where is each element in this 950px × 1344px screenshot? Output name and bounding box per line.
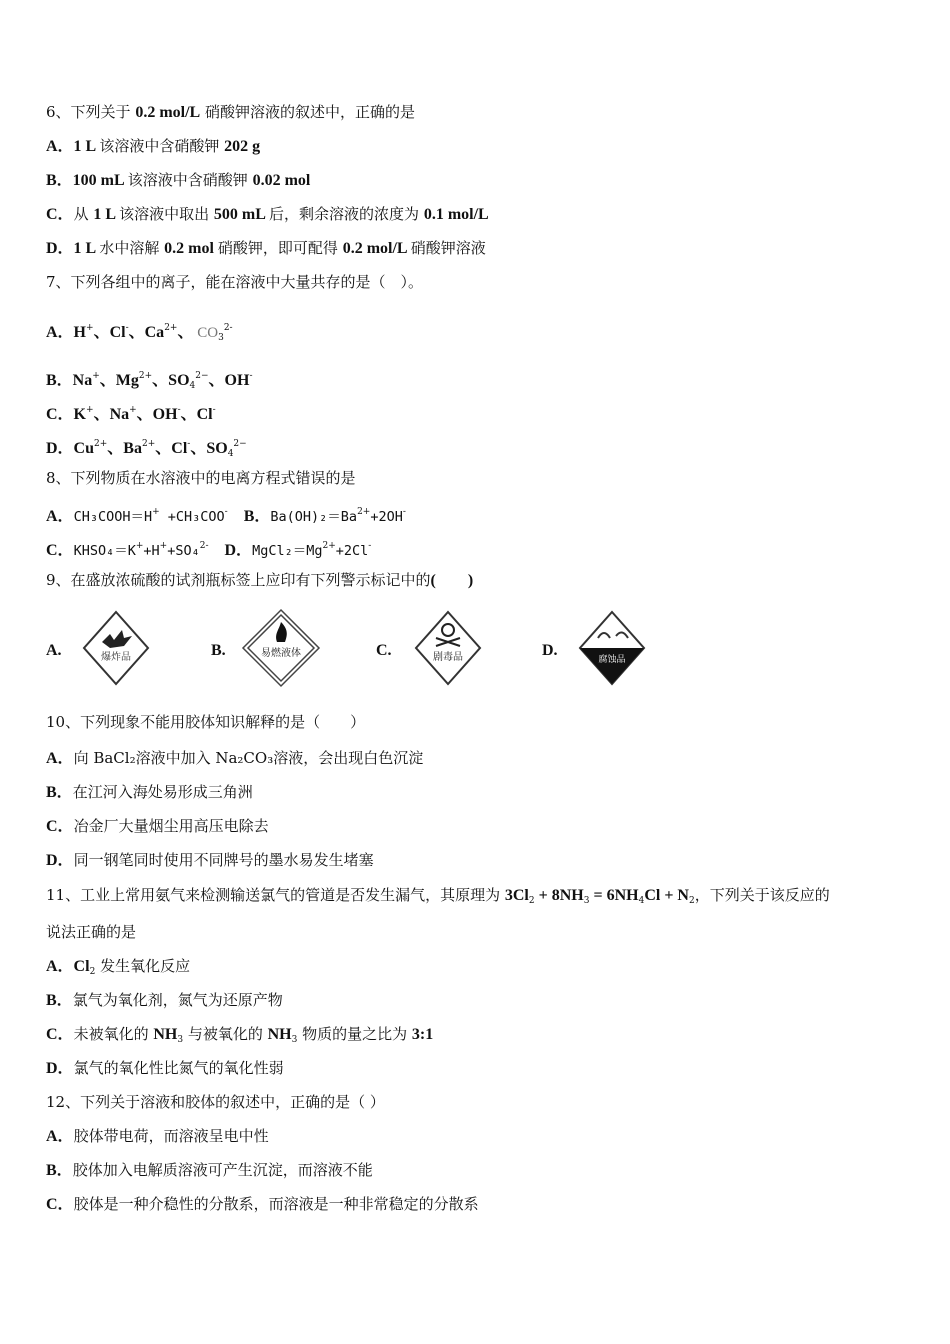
superscript: 2+ [164, 323, 178, 333]
text-segment: C． [46, 1026, 74, 1043]
text-segment: 、Ba [107, 440, 142, 457]
text-segment: 在江河入海处易形成三角洲 [72, 783, 253, 801]
superscript: + [152, 507, 160, 517]
text-line [46, 1160, 373, 1181]
question-stem [46, 712, 365, 732]
text-line [46, 366, 253, 396]
subscript: 2 [688, 896, 695, 906]
text-segment: 9、在盛放浓硫酸的试剂瓶标签上应印有下列警示标记中的 [46, 571, 431, 589]
text-line [46, 990, 283, 1011]
text-segment: 发生氧化反应 [95, 957, 191, 975]
superscript: - [177, 405, 181, 415]
subscript: 4 [638, 896, 645, 906]
text-segment: 、Cl [155, 440, 188, 457]
subscript: 2 [528, 896, 535, 906]
superscript: + [86, 405, 94, 415]
text-segment: 、OH [136, 406, 178, 423]
text-segment: 1 L [93, 206, 120, 223]
subscript: 3 [583, 896, 590, 906]
text-segment: 、Na [93, 406, 130, 423]
text-line [46, 204, 489, 225]
text-segment: C． [46, 542, 74, 559]
text-segment: CH₃COOH＝H [73, 509, 153, 525]
skull-icon [412, 608, 484, 688]
text-segment: 、Cl [180, 406, 213, 423]
superscript: 2- [223, 323, 233, 333]
text-line [46, 1058, 284, 1079]
superscript: - [249, 371, 253, 381]
text-line [46, 536, 371, 561]
text-segment: C．K [46, 406, 87, 423]
text-segment: A．1 L [46, 138, 100, 155]
text-segment: +H [143, 543, 160, 559]
text-line [46, 318, 233, 348]
text-segment: 与被氧化的 [183, 1025, 268, 1043]
text-line [46, 922, 136, 942]
text-segment: 、Cl [93, 324, 126, 341]
superscript: 2+ [138, 371, 153, 381]
text-segment: 该溶液中取出 [119, 205, 214, 223]
text-segment: 不能 [140, 713, 171, 731]
text-segment: 、SO [190, 440, 228, 457]
text-segment: 6、下列关于 [46, 103, 136, 121]
text-segment: D． [208, 542, 253, 559]
text-line [46, 1194, 479, 1215]
text-segment: D．1 L [46, 240, 100, 257]
text-line [46, 782, 253, 803]
superscript: + [135, 541, 144, 551]
text-line [46, 748, 423, 769]
text-segment: 7、下列各组中的离子，能在溶液中大量共存的是（ ）。 [46, 273, 424, 291]
superscript: 2+ [322, 541, 336, 551]
question-stem [46, 468, 356, 488]
text-line [46, 1126, 269, 1147]
text-segment: 0.2 mol [164, 240, 218, 257]
text-segment: B．100 mL [46, 172, 128, 189]
subscript: 2 [89, 967, 96, 977]
text-segment: 硝酸钾溶液的叙述中，正确的是 [200, 103, 415, 121]
superscript: - [187, 439, 191, 449]
text-segment: +SO₄ [167, 543, 200, 559]
text-segment: 、SO [152, 372, 190, 389]
question-stem [46, 102, 415, 123]
text-segment: A． [46, 508, 74, 525]
text-segment: 冶金厂大量烟尘用高压电除去 [73, 817, 269, 835]
text-segment: 该溶液中含硝酸钾 [127, 171, 253, 189]
text-segment: +CH₃COO [159, 509, 225, 525]
superscript: - [402, 507, 406, 517]
text-segment: 11、工业上常用氨气来检测输送氯气的管道是否发生漏气，其原理为 [46, 886, 505, 904]
text-segment: 胶体是一种介稳性的分散系，而溶液是一种非常稳定的分散系 [73, 1195, 479, 1213]
text-segment: 从 [73, 205, 94, 223]
subscript: 3 [291, 1035, 298, 1045]
corrosive-icon [576, 608, 648, 688]
text-segment: Ba(OH)₂＝Ba [270, 509, 358, 525]
text-segment: C． [46, 206, 74, 223]
superscript: - [224, 507, 228, 517]
text-segment: +2OH [370, 509, 403, 525]
text-segment: 物质的量之比为 [297, 1025, 412, 1043]
text-segment: 、Ca [128, 324, 165, 341]
text-line [46, 136, 260, 157]
text-segment: NH [153, 1026, 178, 1043]
text-segment: B．Na [46, 372, 93, 389]
superscript: + [129, 405, 137, 415]
text-segment: 、Mg [99, 372, 139, 389]
text-segment: 胶体加入电解质溶液可产生沉淀，而溶液不能 [72, 1161, 373, 1179]
text-segment: 氯气的氧化性比氮气的氧化性弱 [73, 1059, 284, 1077]
sign-text: 爆炸品 [101, 652, 131, 663]
text-segment: 12、下列关于溶液和胶体的叙述中，正确的是（ ） [46, 1093, 385, 1111]
text-segment: 202 g [224, 138, 261, 155]
text-segment: ( ) [430, 572, 474, 589]
text-segment: + 8NH [534, 887, 584, 904]
subscript: 3 [177, 1035, 184, 1045]
text-line [46, 502, 406, 527]
svg-text:腐蚀品: 腐蚀品 [598, 655, 626, 665]
subscript: 3 [218, 333, 224, 343]
text-segment: A． [46, 750, 74, 767]
superscript: 2− [233, 439, 247, 449]
text-segment: B． [46, 992, 73, 1009]
flame-icon [241, 608, 321, 688]
text-line [46, 816, 269, 837]
text-segment: 硝酸钾，即可配得 [217, 239, 343, 257]
text-line [46, 434, 247, 464]
text-segment: 硝酸钾溶液 [410, 239, 486, 257]
option-label: D. [542, 642, 558, 659]
text-segment: 水中溶解 [99, 239, 165, 257]
subscript: 4 [227, 449, 234, 459]
text-segment: 未被氧化的 [73, 1025, 154, 1043]
text-segment: 0.2 mol/L [135, 104, 201, 121]
text-line [46, 400, 216, 425]
text-segment: Cl + N [644, 887, 689, 904]
text-segment: A．H [46, 324, 87, 341]
text-segment: 向 BaCl₂溶液中加入 Na₂CO₃溶液，会出现白色沉淀 [73, 749, 424, 767]
question-stem [46, 885, 830, 911]
text-segment: 胶体带电荷，而溶液呈电中性 [73, 1127, 269, 1145]
text-segment: D．Cu [46, 440, 95, 457]
warning-signs-row [46, 608, 666, 690]
option-label: C. [376, 642, 392, 659]
superscript: - [368, 541, 372, 551]
question-stem [46, 1092, 385, 1112]
explosive-icon [80, 608, 152, 688]
text-line [46, 170, 310, 191]
text-line [46, 956, 190, 982]
text-segment: +2Cl [335, 543, 369, 559]
text-segment: 3:1 [411, 1026, 434, 1043]
text-segment: MgCl₂＝Mg [252, 543, 323, 559]
text-segment: B． [227, 508, 271, 525]
text-segment: 、 [177, 324, 194, 341]
text-segment: = 6NH [589, 887, 639, 904]
superscript: - [212, 405, 216, 415]
text-segment: C． [46, 818, 74, 835]
text-segment: A． [46, 1128, 74, 1145]
text-segment: B． [46, 1162, 73, 1179]
text-segment: 该溶液中含硝酸钾 [99, 137, 225, 155]
text-segment: 后，剩余溶液的浓度为 [269, 205, 424, 223]
text-segment: ，下列关于该反应的 [694, 886, 830, 904]
text-segment: C． [46, 1196, 74, 1213]
text-segment: D． [46, 1060, 74, 1077]
text-segment: 500 mL [213, 206, 270, 223]
superscript: + [86, 323, 94, 333]
superscript: 2+ [357, 507, 371, 517]
text-segment: KHSO₄＝K [73, 543, 136, 559]
text-segment: B． [46, 784, 73, 801]
text-segment: 、OH [208, 372, 250, 389]
text-line [46, 238, 486, 259]
text-segment: 0.02 mol [252, 172, 311, 189]
text-segment: 8、下列物质在水溶液中的电离方程式错误的是 [46, 469, 356, 487]
text-segment: 3Cl [504, 887, 529, 904]
option-label: A. [46, 642, 62, 659]
text-segment: 10、下列现象 [46, 713, 141, 731]
text-segment: NH [267, 1026, 292, 1043]
text-line [46, 1024, 433, 1050]
question-stem [46, 272, 423, 292]
text-segment: 氯气为氧化剂，氮气为还原产物 [72, 991, 283, 1009]
superscript: - [125, 323, 129, 333]
text-segment: CO [193, 325, 219, 341]
text-segment: 同一钢笔同时使用不同牌号的墨水易发生堵塞 [73, 851, 374, 869]
question-stem [46, 570, 473, 591]
option-label: B. [211, 642, 226, 659]
superscript: + [92, 371, 100, 381]
text-segment: A．Cl [46, 958, 90, 975]
svg-text:剧毒品: 剧毒品 [433, 652, 463, 663]
subscript: 4 [189, 381, 196, 391]
text-segment: 0.1 mol/L [423, 206, 489, 223]
text-segment: 0.2 mol/L [342, 240, 411, 257]
superscript: 2− [195, 371, 209, 381]
superscript: 2+ [94, 439, 108, 449]
text-segment: D． [46, 852, 74, 869]
superscript: + [159, 541, 168, 551]
text-segment: 用胶体知识解释的是（ ） [170, 713, 366, 731]
svg-text:易燃液体: 易燃液体 [261, 648, 301, 659]
text-segment: 说法正确的是 [46, 923, 137, 941]
superscript: 2- [199, 541, 209, 551]
text-line [46, 850, 374, 871]
superscript: 2+ [141, 439, 156, 449]
